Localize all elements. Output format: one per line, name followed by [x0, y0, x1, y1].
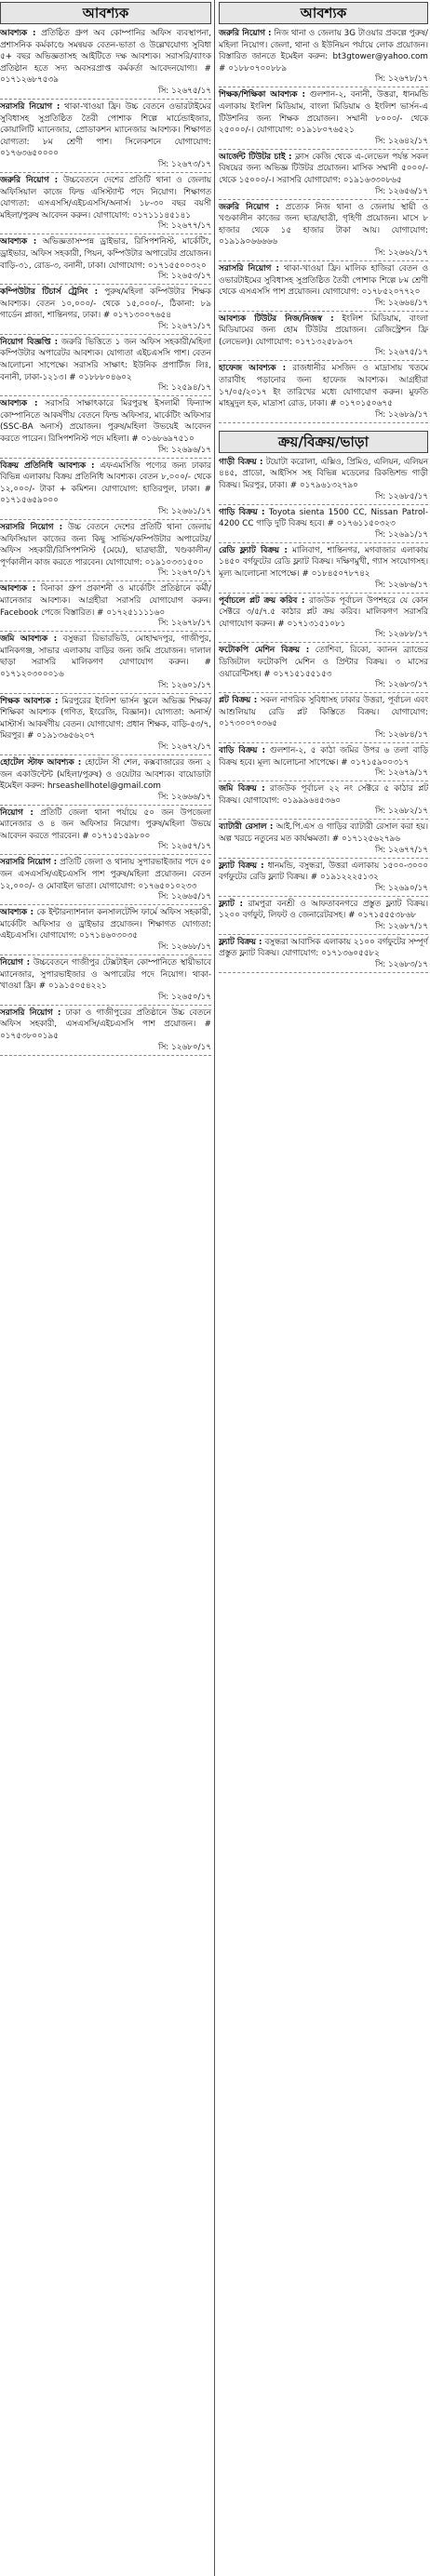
right-column [219, 0, 428, 973]
ad-reference-code: সি: ১২৬৭৮/১৭ [219, 74, 428, 87]
ad-body: আই.পি.এস ও গাড়ির ব্যাটারী রেসাল করা হয়। অল্প খরচে নতুনের মত কার্যক্ষমতা। # ০১৭১২৫৬২৭৯৬ [219, 822, 428, 844]
ad-text [219, 594, 428, 631]
ad-keyword: আবশ্যক : [0, 29, 36, 38]
ad-keyword: আবশ্যক : [0, 584, 36, 594]
ad-keyword: জরুরি নিয়োগ : [219, 29, 272, 38]
ad-reference-code: সি: ১২৬৭৫/১৭ [219, 348, 428, 361]
ad-keyword: ফ্ল্যাট : [219, 899, 244, 909]
ad-text [0, 755, 211, 793]
ad-body: ক্লাস কেজি থেকে এ-লেভেল পর্যন্ত সকল বিষয়ের জন্য অভিজ্ঞ টিউটর প্রয়োজন। মাসিক সম্মানী ৫০০০/- থেকে ১৫০০০/-। সরাসরি যোগাযোগ: ০১৯১৬৩৩০৮৬৫ [219, 152, 429, 185]
ad-keyword: নিয়োগ : [0, 808, 34, 818]
ad-reference-code: সি: ১২৬৮৭/১৭ [219, 922, 428, 935]
classified-ad [219, 743, 428, 781]
ad-reference-code: সি: ১২৬৮৯/১৭ [219, 410, 428, 423]
ad-keyword: আবশ্যক : [0, 237, 37, 247]
classified-ad [219, 543, 428, 594]
ad-body: Toyota sienta 1500 CC, Nissan Patrol-4200 CC গাড়ি দুটি বিক্রয় হবে। # ০১৭৬১১৫০৩২৩ [219, 507, 428, 529]
ad-body: পুরুষ/মহিলা কম্পিউটার শিক্ষক আবশ্যক। বেতন ১০,০০০/- থেকে ১৫,০০০/-, ঠিকানা: ৮৯ গার্ডেন প্লাজা, শান্তিনগর, ঢাকা। # ০১৭১৩০০৭৬৫৪ [0, 287, 211, 321]
classified-ad [0, 234, 211, 285]
ad-keyword: সরাসরি নিয়োগ : [0, 101, 60, 112]
classified-ad [219, 87, 428, 149]
ad-reference-code: সি: ১২৬৫৬/১৭ [219, 187, 428, 200]
classified-ad [0, 955, 211, 1006]
classified-ad [219, 150, 428, 200]
ad-body: রাজউক পূর্বাচল ২২ নং সেক্টরে ৫ কাঠার প্লট বিক্রয়। যোগাযোগ: ০১৯৯৯৬৪৫৩৬০ [219, 784, 429, 806]
ad-body: রাজধানীর মসজিদ ও মাদ্রাসায় খতমে তারাবীহ পড়ানোর জন্য হাফেজ আবশ্যক। আগ্রহীরা ১৭/০৫/২০১৭ ইং তারিখের মধ্যে যোগাযোগ করুন। মুফতি মাহমুদুল হক, মাদ্রাসা রোড, ঢাকা। # ০১৭০১৫০৬৭৫ [219, 364, 429, 409]
ad-keyword: হোটেল স্টাফ আবশ্যক : [0, 757, 82, 767]
ad-keyword: সরাসরি নিয়োগ : [0, 858, 58, 868]
classified-ad [219, 820, 428, 858]
ad-keyword: নিয়োগ : [0, 958, 31, 968]
classified-ad [219, 594, 428, 644]
ad-reference-code: সি: ১২৬৯১/১৭ [219, 530, 428, 543]
classified-ad [219, 312, 428, 362]
classified-ad [0, 905, 211, 955]
ad-keyword: আবশ্যক টিউটর নিজ/নিজস্ব : [219, 314, 334, 324]
classified-ad [219, 361, 428, 422]
ad-body: ইংলিশ মিডিয়াম, বাংলা মিডিয়ামের জন্য হোম টিউটর প্রয়োজন। রেজিস্ট্রেশন ফ্রি (লেভেল)। যোগাযোগ: ০১৭১৩২৫৮৯৩৭ [219, 314, 428, 347]
ad-text [0, 173, 211, 221]
classified-ad [219, 455, 428, 505]
ad-keyword: সরাসরি নিয়োগ : [0, 1008, 61, 1018]
ad-body: প্রতিটি জেলা থানা পর্যায়ে ৫০ জন উপজেলা ম্যানেজার ও ৪ জন অফিসার নিয়োগ। পুরুষ/মহিলা উভয়ে আবেদন করতে পারবেন। # ০১৭১৫১৫৯৮০০ [0, 808, 211, 841]
classified-ad [219, 693, 428, 743]
ad-reference-code: সি: ১২৬৭২/১৭ [0, 742, 211, 755]
ad-body: তোশিবা, রিকো, ক্যানন ব্র্যান্ডের ডিজিটাল ফটোকপি মেশিন ও প্রিন্টার বিক্রয়। ৩ মাসের ওয়ারেন্টিসহ। # ০১৭১৫১৫৫১৫৩ [219, 646, 428, 679]
ad-body: থাকা-খাওয়া ফ্রি। মালিক হাজিরা বেতন ও ওভারটাইমের সুবিধাসহ সুপ্রতিষ্ঠিত তৈরী পোশাক শিল্পে ৮ম শ্রেণী থেকে এসএসসি পাশ প্রয়োজন। যোগাযোগ: ০১৭৮৫২০৭৭২০ [219, 263, 428, 298]
ad-keyword: সরাসরি নিয়োগ : [219, 263, 279, 274]
ad-keyword: প্লট বিক্রয় : [219, 696, 258, 706]
ad-body: প্রতিটি জেলা ও থানায় সুপারভাইজার পদে ৫০ জন এসএসসি/এইচএসসি পাশ পুরুষ/মহিলা প্রয়োজন। বেতন ১২,০০০/- ও মোবাইল ভাতা। যোগাযোগ: ০১৭৬৫০১০২৩৩ [0, 858, 211, 891]
ad-keyword: শিক্ষক/শিক্ষিকা আবশ্যক : [219, 90, 305, 100]
ad-body: নিজ থানা ও জেলায় 3G টাওয়ার প্রকল্পে পুরুষ/মহিলা নিয়োগ। জেলা, থানা ও ইউনিয়ন পর্যায়ে লোক প্রয়োজন। বিস্তারিত জানতে ইমেইল করুন: bt3gtower@yahoo.com # ০১৮৮০৭০০৮৮৯ [219, 29, 429, 73]
ad-body: টয়োটা করোলা, এক্সিও, প্রিমিও, এলিয়ন, এলিয়ন ৪৪৫, প্রাডো, আইসিস সহ বিভিন্ন মডেলের রিকন্ডিশন্ড গাড়ী বিক্রয়। মিরপুর, ঢাকা। # ০১৭৯৬১৩২৭৯০ [219, 457, 428, 491]
ad-text [219, 859, 428, 884]
ad-body: রামপুরা বনশ্রী ও আফতাবনগরে প্রস্তুত ফ্ল্যাট বিক্রয়। ১২০০ বর্গফুট, লিফট ও জেনারেটরসহ। # ০১৭১৫৫৫৩৮৬৮ [219, 899, 428, 921]
ad-reference-code: সি: ১২৬৭৩/১৭ [0, 160, 211, 173]
ad-text [219, 361, 428, 409]
classified-ad [0, 581, 211, 632]
right-ad-list-buy-sell [219, 455, 428, 973]
ad-body: প্রত্যেক নিজ থানা ও জেলায় স্থায়ী ও খণ্ডকালীন কাজের জন্য ছাত্র/ছাত্রী, গৃহিণী প্রয়োজন। মাসে ৮ হাজার থেকে ১৫ হাজার টাকা আয়। যোগাযোগ: ০১৯১৯০৬৬৬৬৬ [219, 202, 429, 247]
ad-reference-code: সি: ১২৬৭৯/১৭ [219, 768, 428, 781]
ad-text [219, 643, 428, 680]
ad-body: হোটেল সী শেল, কক্সবাজারের জন্য ২ জন একাউন্টেন্ট (মহিলা/পুরুষ) ও ওয়েটার আবশ্যক। বায়োডাটা ইমেইল করুন: hrseashellhotel@gmail.com [0, 757, 211, 792]
classified-ad [219, 200, 428, 261]
classified-ad [0, 335, 211, 396]
ad-reference-code: সি: ১২৬৪২/১৭ [219, 137, 428, 150]
classified-ad [219, 897, 428, 935]
ad-text [219, 543, 428, 581]
ad-reference-code: সি: ১২৬৮০/১৭ [0, 1043, 211, 1056]
ad-text [219, 935, 428, 960]
ad-text [219, 693, 428, 730]
ad-text [219, 820, 428, 845]
ad-keyword: ব্যাটারী রেসাল : [219, 822, 274, 833]
left-ad-list [0, 26, 211, 1056]
ad-text [219, 26, 428, 74]
ad-body: ঢাকা ও গাজীপুরের প্রতিষ্ঠানে উচ্চ বেতনে অফিস সহকারী, এসএসসি/এইচএসসি পাশ প্রয়োজন। # ০১৭৫৩৮০০১৯৫ [0, 1008, 212, 1041]
ad-keyword: ফ্ল্যাট বিক্রয় : [219, 861, 264, 871]
ad-body: মিরপুরের ইংলিশ ভার্সন স্কুলে অভিজ্ঞ শিক্ষক/শিক্ষিকা আবশ্যক (গণিত, ইংরেজি, বিজ্ঞান)। যোগ্যতা: অনার্স/মাস্টার্স। আকর্ষণীয় বেতন। যোগাযোগ: প্রধান শিক্ষক, বাড়ি-৫৩/৭, মিরপুর। # ০১৯১৩৬৫৬২০৭ [0, 696, 212, 741]
ad-reference-code: সি: ১২৬৯০/১৭ [219, 884, 428, 897]
ad-reference-code: সি: ১২৬৮৬/১৭ [219, 581, 428, 594]
ad-text [219, 455, 428, 492]
ad-reference-code: সি: ১২৬৭৮/১৭ [0, 619, 211, 632]
ad-text [0, 26, 211, 87]
classified-ad [0, 694, 211, 755]
ad-text [0, 581, 211, 619]
ad-keyword: নিয়োগ বিজ্ঞপ্তি : [0, 337, 59, 347]
ad-body: গুলশান-২, বনানী, উত্তরা, ধানমন্ডি এলাকায় ইংলিশ মিডিয়াম, বাংলা মিডিয়াম ও ইংলিশ ভার্সন-এ টিউশনির জন্য শিক্ষক প্রয়োজন। সম্মানী ৮০০০/- থেকে ২৫০০০/-। যোগাযোগ: ০১৯১৮০৭৬৫২১ [219, 90, 428, 136]
ad-text [0, 234, 211, 272]
ad-text [0, 396, 211, 445]
ad-body: উচ্চবেতনে গাজীপুর টেক্সটাইল কোম্পানিতে স্থায়ীভাবে ম্যানেজার, সুপারভাইজার ও অপারেটর পদে নিয়োগ। থাকা-খাওয়া ফ্রি। # ০১৯১৫০৫৪২২১ [0, 958, 211, 992]
ad-reference-code: সি: ১২৬০১/১৭ [0, 681, 211, 694]
ad-body: সরাসরি সাক্ষাৎকারে মিরপুরস্থ ইসলামী ফিন্যান্স কোম্পানিতে আকর্ষণীয় বেতনে ফিল্ড অফিসার, মার্কেটিং অফিসার (SSC-BA অনার্স) প্রয়োজন। পুরুষ/মহিলা উভয়েই আবেদন করতে পারেন। রিসিপশনিস্ট পদে মহিলা। # ০১৬৮৬৯৭৫১০ [0, 399, 212, 445]
ad-keyword: জমি আবশ্যক : [0, 634, 58, 645]
ad-keyword: জরুরি নিয়োগ : [219, 202, 279, 212]
ad-text [0, 520, 211, 568]
ad-body: থাকা-খাওয়া ফ্রি। উচ্চ বেতনে ওভারটাইমের সুবিধাসহ সুপ্রতিষ্ঠিত তৈরী পোশাক শিল্পে মার্চেন্ডাইজার, কোয়ালিটি ম্যানেজার, প্রোডাকশন ম্যানেজার আবশ্যক। শিক্ষাগত যোগ্যতা: ৮ম শ্রেণী পাশ। সিলেকশনে যোগাযোগ: ০১৭৬৩৬৫০০০০ [0, 101, 211, 159]
ad-body: মালিবাগ, শান্তিনগর, মগবাজার এলাকায় ১৪৫০ বর্গফুটের রেডি ফ্ল্যাট বিক্রয়। দক্ষিণমুখী, গ্যাস সংযোগসহ। মূল্য আলোচনা সাপেক্ষে। # ০১৮৪৫০৭৮৭৪২ [219, 545, 429, 579]
right-ad-list-wanted [219, 26, 428, 423]
ad-text [0, 335, 211, 383]
ad-text [0, 1006, 211, 1043]
ad-text [0, 806, 211, 843]
ad-reference-code: সি: ১২৬৬৬/১৭ [0, 793, 211, 806]
ad-text [219, 261, 428, 299]
ad-body: জরুরি ভিত্তিতে ১ জন অফিস সহকারী/মহিলা কম্পিউটার অপারেটর আবশ্যক। যোগ্যতা এইচএসসি পাশ। বেতন আলোচনা সাপেক্ষে। সরাসরি সাক্ষাৎ: ইউনিক প্রপার্টিজ লিঃ, বনানী, ঢাকা-১২১৩। # ০১৮৮৮০৪৬০২ [0, 337, 211, 382]
column-divider [214, 0, 215, 2576]
classified-ad [0, 285, 211, 335]
classified-ad [0, 1006, 211, 1056]
ad-reference-code: সি: ১২৬৭৫/১৭ [0, 87, 211, 100]
ad-reference-code: সি: ১২৬৮৪/১৭ [219, 730, 428, 743]
ad-reference-code: সি: ১২৬৯৬/১৭ [0, 446, 211, 459]
classified-ad [0, 26, 211, 100]
ad-reference-code: সি: ১২৬৬৫/১৭ [0, 892, 211, 905]
ad-text [0, 955, 211, 993]
ad-body: গুলশান-২, ৫ কাঠা জমির উপর ৬ তলা বাড়ি বিক্রয় হবে। মূল্য আলোচনা সাপেক্ষে। # ০১৭১৫৯০০৩১৭ [219, 745, 428, 767]
classified-ad [219, 505, 428, 543]
ad-reference-code: সি: ১২৬৬৪/১৭ [219, 299, 428, 312]
ad-body: এফএমসিজি পণ্যের জন্য ঢাকার বিভিন্ন এলাকায় বিক্রয় প্রতিনিধি আবশ্যক। বেতন ৮,০০০/- থেকে ১২,০০০/- টাকা + কমিশন। যোগাযোগ: হাতিরপুল, ঢাকা। # ০১৭১৫৬৫৯০০০ [0, 460, 212, 506]
ad-text [219, 312, 428, 349]
ad-keyword: বিক্রয় প্রতিনিধি আবশ্যক : [0, 460, 95, 471]
ad-text [0, 905, 211, 942]
ad-keyword: গাড়ি বিক্রয় : [219, 507, 265, 517]
ad-reference-code: সি: ১২৬৮৩/১৭ [219, 960, 428, 973]
ad-reference-code: সি: ১২৬৭৭/১৭ [0, 221, 211, 234]
ad-keyword: আর্জেন্ট টিউটর চাই : [219, 152, 292, 162]
classified-ad [219, 643, 428, 693]
ad-body: কে ইন্টারন্যাশনাল কনসালটেন্সি ফার্মে অফিস সহকারী, মার্কেটিং অফিসার ও ড্রাইভার প্রয়োজন। শিক্ষাগত যোগ্যতা: এইচএসসি। যোগাযোগ: ০১৭১৪৬০৩০৩৫ [0, 908, 211, 941]
ad-keyword: হাফেজ আবশ্যক : [219, 364, 287, 374]
ad-reference-code: সি: ১২৬৮৮/১৭ [219, 630, 428, 643]
classified-ad [219, 261, 428, 312]
ad-reference-code: সি: ১২৬৫০/১৭ [0, 993, 211, 1006]
right-section-header-wanted: আবশ্যক [219, 2, 428, 24]
ad-keyword: ফটোকপি মেশিন বিক্রয় : [219, 646, 310, 656]
ad-text [0, 285, 211, 322]
ad-reference-code: সি: ১২৬৬১/১৭ [0, 507, 211, 520]
ad-keyword: সরাসরি নিয়োগ : [0, 523, 63, 532]
ad-text [219, 781, 428, 807]
ad-keyword: গাড়ী বিক্রয় : [219, 457, 263, 467]
ad-body: রাজউক পূর্বাচল উপশহরে যে কোন সেক্টরে ৩/৫/৭.৫ কাঠার প্লট ক্রয় করিব। মালিকগণ সরাসরি যোগাযোগ করুন। # ০১৭১৩১৫১০৮১ [219, 595, 429, 629]
classified-ad [0, 173, 211, 234]
ad-body: বিনাকা গ্রুপ প্রকাশনী ও মার্কেটিং প্রতিষ্ঠানে কর্মী/ম্যানেজার আবশ্যক। আগ্রহীরা সরাসরি যোগাযোগ করুন। Facebook পেজে বিস্তারিত। # ০১৭২৫১১১১৬০ [0, 584, 211, 618]
classified-ad [0, 855, 211, 905]
left-column [0, 0, 211, 1056]
ad-reference-code: সি: ১২৬৫৭/১৭ [0, 842, 211, 855]
ad-text [0, 694, 211, 742]
ad-text [219, 150, 428, 187]
right-section-header-buy-sell-rent: ক্রয়/বিক্রয়/ভাড়া [219, 431, 428, 453]
ad-body: ধানমন্ডি, বসুন্ধরা, উত্তরা এলাকায় ১৫০০-৩০০০ বর্গফুটের রেডি ফ্ল্যাট বিক্রয়। # ০১৯১২২২৫১৩২ [219, 861, 428, 883]
ad-body: প্রতিষ্ঠিত গ্রুপ অব কোম্পানির অফিস ব্যবস্থাপনা, প্রশাসনিক কর্মকাণ্ডে সমন্বয়ক বেতন-ভাতা ও উল্লেখযোগ্য সুবিধা ৫+ বছর অভিজ্ঞতাসহ আইটিতে দক্ষ আবশ্যক। সরাসরি/ব্যাংক প্রতিষ্ঠান হতে সদ্য অবসরপ্রাপ্ত কর্মকর্তা আবেদনযোগ্য। # ০১৭১২৬৮৭৫৩৯ [0, 29, 212, 86]
ad-text [0, 632, 211, 680]
ad-text [219, 200, 428, 248]
ad-body: বসুন্ধরা রিভারভিউ, মোহাম্মদপুর, গাজীপুর, মানিকগঞ্জ, সাভার এলাকায় বাড়ির জন্য জমি প্রয়োজন। দালাল ছাড়া সরাসরি মালিকগণ যোগাযোগ করুন। # ০১৭১২০৩০০০১৬ [0, 634, 212, 679]
ad-keyword: আবশ্যক : [0, 399, 38, 409]
classified-ad [0, 100, 211, 173]
ad-text [0, 855, 211, 892]
ad-reference-code: সি: ১২৬৭৭/১৭ [219, 846, 428, 859]
ad-reference-code: সি: ১২৬৮২/১৭ [219, 807, 428, 820]
classified-ad [219, 781, 428, 820]
classified-ad [0, 806, 211, 856]
ad-keyword: জমি বিক্রয় : [219, 784, 265, 794]
ad-keyword: পূর্বাচলে প্লট ক্রয় করিব : [219, 595, 305, 606]
ad-reference-code: সি: ১২৬৮৩/১৭ [219, 680, 428, 693]
ad-body: অভিজ্ঞতাসম্পন্ন ড্রাইভার, রিসিপশনিস্ট, মার্কেটিং, ড্রাইভার, অফিস সহকারী, পিয়ন, কম্পিউটার অপারেটর প্রয়োজন। বাড়ি-৩১, রোড-৩, বনানী, ঢাকা। যোগাযোগ: ০১৭১৫৫০০৩২০ [0, 237, 211, 271]
ad-text [0, 100, 211, 160]
ad-text [219, 743, 428, 768]
classified-ad [219, 935, 428, 973]
ad-text [219, 897, 428, 922]
classified-ad [0, 396, 211, 458]
ad-text [219, 505, 428, 530]
ad-body: বসুন্ধরা আবাসিক এলাকায় ২১০০ বর্গফুটের সম্পূর্ণ প্রস্তুত ফ্ল্যাট বিক্রয়। যোগাযোগ: ০১৭১৩৬০৫৫৮২ [219, 937, 428, 959]
ad-keyword: ফ্ল্যাট বিক্রয় : [219, 937, 262, 947]
classified-ad [219, 26, 428, 87]
ad-keyword: জরুরি নিয়োগ : [0, 175, 59, 185]
ad-reference-code: সি: ১২৬৫৩/১৭ [0, 272, 211, 285]
ad-keyword: কম্পিউটার টিচার্স ট্রেনিং : [0, 287, 99, 298]
ad-keyword: আবশ্যক : [0, 908, 34, 918]
classified-ad [0, 459, 211, 520]
ad-body: সকল নাগরিক সুবিধাসহ ঢাকার উত্তরা, পূর্বাচল এবং আশুলিয়ায় রেডি প্লট কিস্তিতে বিক্রয়। যোগাযোগ: ০১৭৩০০৭০৩৬৫ [219, 696, 428, 729]
ad-reference-code: সি: ১২৬৬৮/১৭ [0, 942, 211, 955]
ad-reference-code: সি: ১২৫৯৪/১৭ [0, 383, 211, 396]
ad-keyword: বাড়ি বিক্রয় : [219, 745, 265, 755]
ad-text [219, 87, 428, 136]
ad-reference-code: সি: ১২৬৭০/১৭ [0, 568, 211, 581]
ad-keyword: রেডি ফ্ল্যাট বিক্রয় : [219, 545, 288, 555]
ad-body: উচ্চ বেতনে দেশের প্রতিটি থানা জেলায় অফিসিয়াল কাজের জন্য কিছু সার্ভিস/কম্পিউটার অপারেটর/অফিস সহকারী/রিসিপশনিস্ট (মেয়ে), ছাত্রছাত্রী, খণ্ডকালীন/পূর্ণকালীন কাজ করতে পারবেন। যোগাযোগ: ০১৯১০৩৩১৫০০ [0, 523, 212, 567]
ad-reference-code: সি: ১২৬৬২/১৭ [219, 248, 428, 261]
ad-text [0, 459, 211, 507]
ad-reference-code: সি: ১২৬৮৫/১৭ [219, 492, 428, 505]
ad-reference-code: সি: ১২৬৭১/১৭ [0, 322, 211, 335]
left-section-header: আবশ্যক [0, 2, 211, 24]
classified-ad [0, 520, 211, 581]
classified-ad [219, 859, 428, 897]
classified-ad [0, 755, 211, 806]
classified-ad [0, 632, 211, 693]
ad-body: উচ্চবেতনে দেশের প্রতিটি থানা ও জেলায় অফিসিয়াল কাজে ফিল্ড এসিস্ট্যান্ট পদে নিয়োগ। শিক্ষাগত যোগ্যতা: এসএসসি/এইচএসসি/অনার্স। ১৮-৩০ বছর বয়সী মহিলা/পুরুষ আবেদন করুন। যোগাযোগ: ০১৭১১১৪৫১৪১ [0, 175, 212, 220]
ad-keyword: শিক্ষক আবশ্যক : [0, 696, 59, 706]
